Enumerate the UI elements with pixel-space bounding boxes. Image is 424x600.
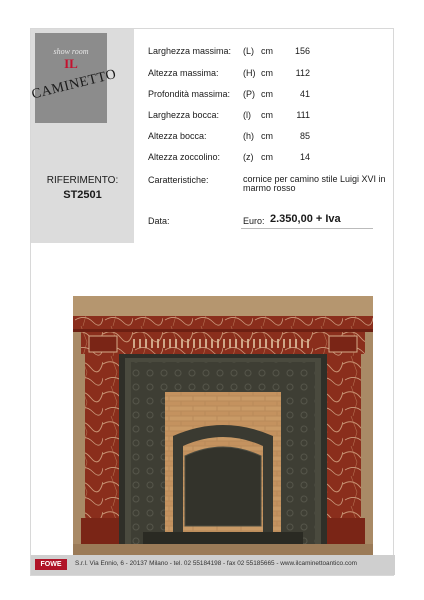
spec-value: 111: [296, 110, 310, 120]
reference-code: ST2501: [63, 189, 102, 201]
logo-showroom: show room: [53, 47, 89, 56]
spec-row: [148, 89, 388, 101]
spec-row: [148, 46, 388, 58]
footer-contact: S.r.l. Via Ennio, 6 - 20137 Milano - tel. 02 55184198 - fax 02 55185665 - www.ilcaminettoantico.com: [75, 560, 357, 567]
spec-unit: cm: [261, 152, 273, 162]
price-currency: Euro:: [243, 216, 265, 226]
spec-label: Larghezza massima:: [148, 46, 232, 56]
fireplace-photo: [73, 296, 373, 558]
spec-row: [148, 110, 388, 122]
date-label: Data:: [148, 216, 170, 226]
spec-abbr: (H): [243, 68, 256, 78]
spec-abbr: (z): [243, 152, 254, 162]
spec-row: [148, 68, 388, 80]
footer-logo: FOWE: [35, 559, 67, 570]
spec-value: 85: [299, 131, 310, 141]
spec-label: Altezza bocca:: [148, 131, 207, 141]
spec-value: 156: [294, 46, 310, 56]
spec-unit: cm: [261, 46, 273, 56]
logo-article: IL: [64, 56, 78, 71]
spec-value: 112: [295, 68, 310, 78]
spec-abbr: (h): [243, 131, 254, 141]
price-box: [241, 211, 373, 229]
spec-value: 41: [299, 89, 310, 99]
document-page: [30, 28, 394, 576]
brand-logo: [30, 33, 118, 123]
spec-label: Larghezza bocca:: [148, 110, 220, 120]
features-text: cornice per camino stile Luigi XVI in marmo rosso: [243, 174, 386, 193]
spec-label: Altezza massima:: [148, 68, 219, 78]
spec-row: [148, 131, 388, 143]
spec-abbr: (P): [243, 89, 255, 99]
spec-label: Altezza zoccolino:: [148, 152, 221, 162]
spec-unit: cm: [261, 110, 273, 120]
footer: [31, 555, 395, 575]
spec-unit: cm: [261, 131, 273, 141]
spec-row: [148, 152, 388, 164]
spec-label: Profondità massima:: [148, 89, 231, 99]
price-amount: 2.350,00 + Iva: [270, 213, 341, 225]
features-label: Caratteristiche:: [148, 175, 209, 185]
spec-abbr: (L): [243, 46, 254, 56]
spec-unit: cm: [261, 89, 273, 99]
spec-unit: cm: [261, 68, 273, 78]
logo-name: CAMINETTO: [30, 66, 118, 103]
spec-value: 14: [299, 152, 310, 162]
reference-label: RIFERIMENTO:: [46, 175, 119, 186]
spec-abbr: (l): [243, 110, 251, 120]
sidebar: [31, 29, 134, 243]
